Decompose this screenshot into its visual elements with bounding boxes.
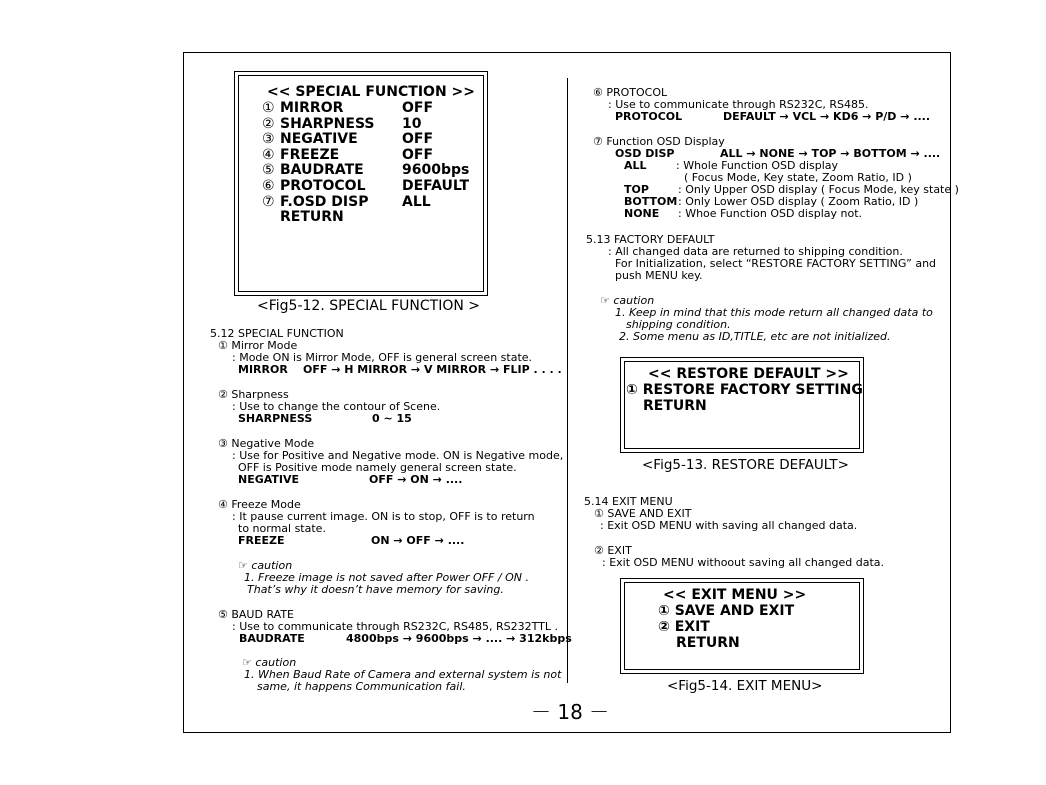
- menu-row-mirror: ① MIRROR OFF: [262, 100, 434, 116]
- mirror-sequence: OFF → H MIRROR → V MIRROR → FLIP . . . .: [303, 363, 562, 376]
- protocol-key: PROTOCOL: [615, 110, 683, 123]
- osd-top-key: TOP: [624, 183, 649, 196]
- mirror-mode-title: ① Mirror Mode: [218, 339, 298, 352]
- freeze-caution-label: ☞ caution: [238, 559, 293, 572]
- factory-caution-2: 2. Some menu as ID,TITLE, etc are not initialized.: [619, 330, 891, 343]
- freeze-caution-1: 1. Freeze image is not saved after Power OFF / ON .: [244, 571, 529, 584]
- sharpness-desc: : Use to change the contour of Scene.: [232, 400, 441, 413]
- sharpness-key: SHARPNESS: [238, 412, 313, 425]
- menu-row-return: RETURN: [280, 209, 344, 226]
- factory-desc-2: For Initialization, select “RESTORE FACTORY SETTING” and: [615, 257, 937, 270]
- baud-rate-desc: : Use to communicate through RS232C, RS485, RS232TTL .: [232, 620, 558, 633]
- freeze-caution-1b: That’s why it doesn’t have memory for saving.: [247, 583, 504, 596]
- osd-top-desc: : Only Upper OSD display ( Focus Mode, key state ): [678, 183, 959, 196]
- sharpness-title: ② Sharpness: [218, 388, 289, 401]
- osd-disp-key: OSD DISP: [615, 147, 675, 160]
- fosd-title: ⑦ Function OSD Display: [593, 135, 725, 148]
- protocol-sequence: DEFAULT → VCL → KD6 → P/D → ....: [723, 110, 931, 123]
- page-number: － 18 －: [531, 700, 610, 724]
- osd-all-desc: : Whole Function OSD display: [676, 159, 839, 172]
- baudrate-sequence: 4800bps → 9600bps → .... → 312kbps: [346, 632, 572, 645]
- special-function-menu: [262, 101, 469, 226]
- fig-5-13-caption: <Fig5-13. RESTORE DEFAULT>: [642, 457, 849, 473]
- sharpness-range: 0 ~ 15: [372, 412, 412, 425]
- osd-none-key: NONE: [624, 207, 660, 220]
- column-divider: [567, 78, 568, 683]
- osd-none-desc: : Whoe Function OSD display not.: [678, 207, 863, 220]
- menu-row-freeze: ④ FREEZE OFF: [262, 146, 434, 163]
- menu-row-sharpness: ② SHARPNESS 10: [262, 115, 422, 132]
- exit-title: ② EXIT: [594, 544, 632, 557]
- factory-caution-1b: shipping condition.: [626, 318, 731, 331]
- exit-menu-return: RETURN: [676, 635, 740, 651]
- exit-desc: : Exit OSD MENU withoout saving all changed data.: [602, 556, 885, 569]
- osd-bottom-desc: : Only Lower OSD display ( Zoom Ratio, ID ): [678, 195, 919, 208]
- exit-menu-save-and-exit: ① SAVE AND EXIT: [658, 603, 795, 619]
- osd-disp-sequence: ALL → NONE → TOP → BOTTOM → ....: [720, 147, 941, 160]
- save-and-exit-title: ① SAVE AND EXIT: [594, 507, 692, 520]
- factory-desc-1: : All changed data are returned to shipping condition.: [608, 245, 903, 258]
- section-5-13-heading: 5.13 FACTORY DEFAULT: [586, 233, 715, 246]
- protocol-title: ⑥ PROTOCOL: [593, 86, 668, 99]
- freeze-mode-desc-2: to normal state.: [238, 522, 326, 535]
- negative-sequence: OFF → ON → ....: [369, 473, 463, 486]
- section-5-12-heading: 5.12 SPECIAL FUNCTION: [210, 327, 344, 340]
- baud-caution-1: 1. When Baud Rate of Camera and external system is not: [244, 668, 562, 681]
- osd-all-desc-2: ( Focus Mode, Key state, Zoom Ratio, ID ): [684, 171, 912, 184]
- save-and-exit-desc: : Exit OSD MENU with saving all changed data.: [600, 519, 858, 532]
- baud-rate-title: ⑤ BAUD RATE: [218, 608, 294, 621]
- restore-default-title: << RESTORE DEFAULT >>: [648, 366, 849, 382]
- negative-mode-title: ③ Negative Mode: [218, 437, 315, 450]
- factory-caution-1: 1. Keep in mind that this mode return all changed data to: [615, 306, 933, 319]
- menu-row-protocol: ⑥ PROTOCOL DEFAULT: [262, 177, 470, 194]
- menu-row-baudrate: ⑤ BAUDRATE 9600bps: [262, 162, 470, 179]
- baudrate-key: BAUDRATE: [239, 632, 305, 645]
- mirror-mode-desc: : Mode ON is Mirror Mode, OFF is general screen state.: [232, 351, 533, 364]
- special-function-title: << SPECIAL FUNCTION >>: [267, 84, 475, 100]
- protocol-desc: : Use to communicate through RS232C, RS485.: [608, 98, 869, 111]
- factory-desc-3: push MENU key.: [615, 269, 703, 282]
- freeze-key: FREEZE: [238, 534, 285, 547]
- freeze-mode-desc-1: : It pause current image. ON is to stop, OFF is to return: [232, 510, 535, 523]
- exit-menu-exit: ② EXIT: [658, 619, 710, 635]
- freeze-mode-title: ④ Freeze Mode: [218, 498, 301, 511]
- restore-return-item: RETURN: [643, 398, 707, 414]
- restore-factory-setting-item: ① RESTORE FACTORY SETTING: [626, 382, 863, 398]
- baud-caution-1b: same, it happens Communication fail.: [257, 680, 466, 693]
- factory-caution-label: ☞ caution: [600, 294, 655, 307]
- osd-bottom-key: BOTTOM: [624, 195, 678, 208]
- section-5-14-heading: 5.14 EXIT MENU: [584, 495, 673, 508]
- osd-all-key: ALL: [624, 159, 647, 172]
- negative-mode-desc-1: : Use for Positive and Negative mode. ON is Negative mode,: [232, 449, 564, 462]
- fig-5-12-caption: <Fig5-12. SPECIAL FUNCTION >: [257, 298, 481, 314]
- exit-menu-title: << EXIT MENU >>: [663, 587, 807, 603]
- menu-row-fosd-disp: ⑦ F.OSD DISP ALL: [262, 193, 431, 210]
- fig-5-14-caption: <Fig5-14. EXIT MENU>: [667, 678, 823, 694]
- negative-key: NEGATIVE: [238, 473, 300, 486]
- negative-mode-desc-2: OFF is Positive mode namely general screen state.: [238, 461, 517, 474]
- menu-row-negative: ③ NEGATIVE OFF: [262, 131, 434, 148]
- freeze-sequence: ON → OFF → ....: [371, 534, 465, 547]
- mirror-key: MIRROR: [238, 363, 288, 376]
- baud-caution-label: ☞ caution: [242, 656, 297, 669]
